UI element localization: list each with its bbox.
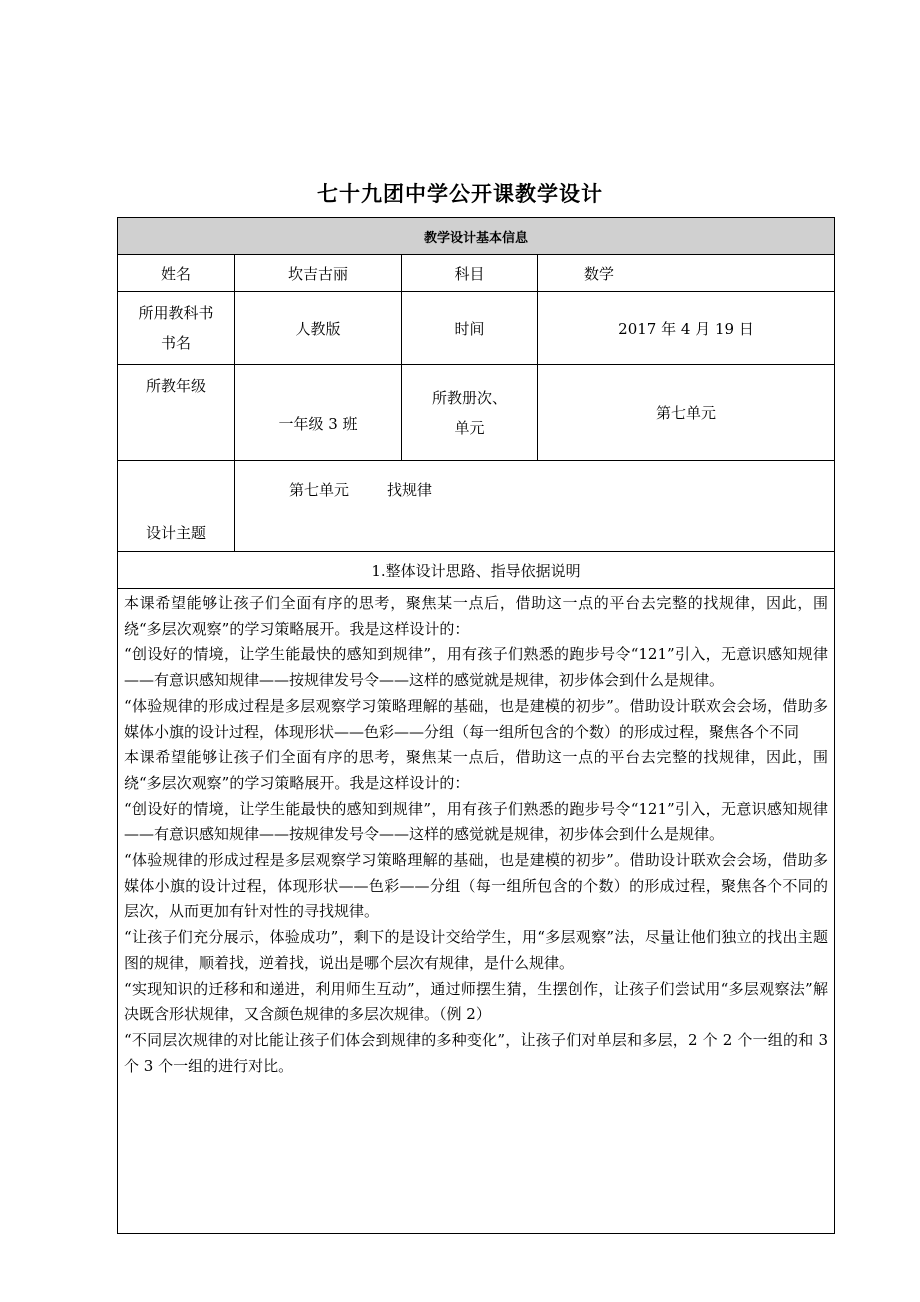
topic-value — [235, 461, 835, 552]
time-label: 时间 — [402, 292, 538, 365]
paragraph: “创设好的情境，让学生能最快的感知到规律”，用有孩子们熟悉的跑步号令“121”引入，无意识感知规律——有意识感知规律——按规律发号令——这样的感觉就是规律，初步体会到什么是规律。 — [124, 799, 829, 844]
paragraph: “体验规律的形成过程是多层观察学习策略理解的基础，也是建模的初步”。借助设计联欢会会场，借助多媒体小旗的设计过程，体现形状——色彩——分组（每一组所包含的个数）的形成过程，聚焦各个不同 — [124, 696, 829, 741]
textbook-label-line1: 所用教科书 — [138, 304, 214, 322]
volume-label-line2: 单元 — [454, 418, 485, 437]
textbook-value: 人教版 — [235, 292, 402, 365]
topic-unit: 第七单元 — [289, 481, 350, 499]
textbook-label-line2: 书名 — [160, 334, 191, 352]
textbook-label — [118, 292, 235, 365]
volume-label-line1: 所教册次、 — [431, 388, 507, 407]
time-value: 2017 年 4 月 19 日 — [538, 292, 835, 365]
subject-label: 科目 — [402, 255, 538, 292]
lesson-design-table — [117, 217, 835, 1234]
subject-value — [538, 255, 835, 292]
grade-value: 一年级 3 班 — [235, 365, 402, 461]
paragraph: “让孩子们充分展示，体验成功”，剩下的是设计交给学生，用“多层观察”法，尽量让他们独立的找出主题图的规律，顺着找，逆着找，说出是哪个层次有规律，是什么规律。 — [124, 928, 829, 972]
volume-label — [402, 365, 538, 461]
paragraph: “实现知识的迁移和和递进，利用师生互动”，通过师摆生猜，生摆创作，让孩子们尝试用“多层观察法”解决既含形状规律，又含颜色规律的多层次规律。（例 2） — [124, 979, 829, 1024]
paragraph: 本课希望能够让孩子们全面有序的思考，聚焦某一点后，借助这一点的平台去完整的找规律，因此，围绕“多层次观察”的学习策略展开。我是这样设计的： — [124, 748, 829, 792]
page-title: 七十九团中学公开课教学设计 — [317, 182, 603, 206]
name-label: 姓名 — [118, 255, 235, 292]
design-description — [118, 589, 835, 1234]
subject-value-text: 数学 — [584, 264, 615, 283]
grade-label: 所教年级 — [118, 365, 235, 461]
paragraph: “不同层次规律的对比能让孩子们体会到规律的多种变化”，让孩子们对单层和多层，2 个 2 个一组的和 3 个 3 个一组的进行对比。 — [124, 1030, 829, 1075]
paragraph: 本课希望能够让孩子们全面有序的思考，聚焦某一点后，借助这一点的平台去完整的找规律，因此，围绕“多层次观察”的学习策略展开。我是这样设计的： — [124, 594, 829, 638]
topic-name: 找规律 — [387, 481, 433, 499]
topic-label: 设计主题 — [118, 461, 235, 552]
volume-value: 第七单元 — [538, 365, 835, 461]
name-value: 坎吉古丽 — [235, 255, 402, 292]
table-header: 教学设计基本信息 — [118, 218, 835, 255]
paragraph: “体验规律的形成过程是多层观察学习策略理解的基础，也是建模的初步”。借助设计联欢会会场，借助多媒体小旗的设计过程，体现形状——色彩——分组（每一组所包含的个数）的形成过程，聚焦各个不同的层次，从而更加有针对性的寻找规律。 — [124, 851, 829, 921]
paragraph: “创设好的情境，让学生能最快的感知到规律”，用有孩子们熟悉的跑步号令“121”引入，无意识感知规律——有意识感知规律——按规律发号令——这样的感觉就是规律，初步体会到什么是规律。 — [124, 645, 829, 690]
section-title: 1.整体设计思路、指导依据说明 — [118, 552, 835, 589]
